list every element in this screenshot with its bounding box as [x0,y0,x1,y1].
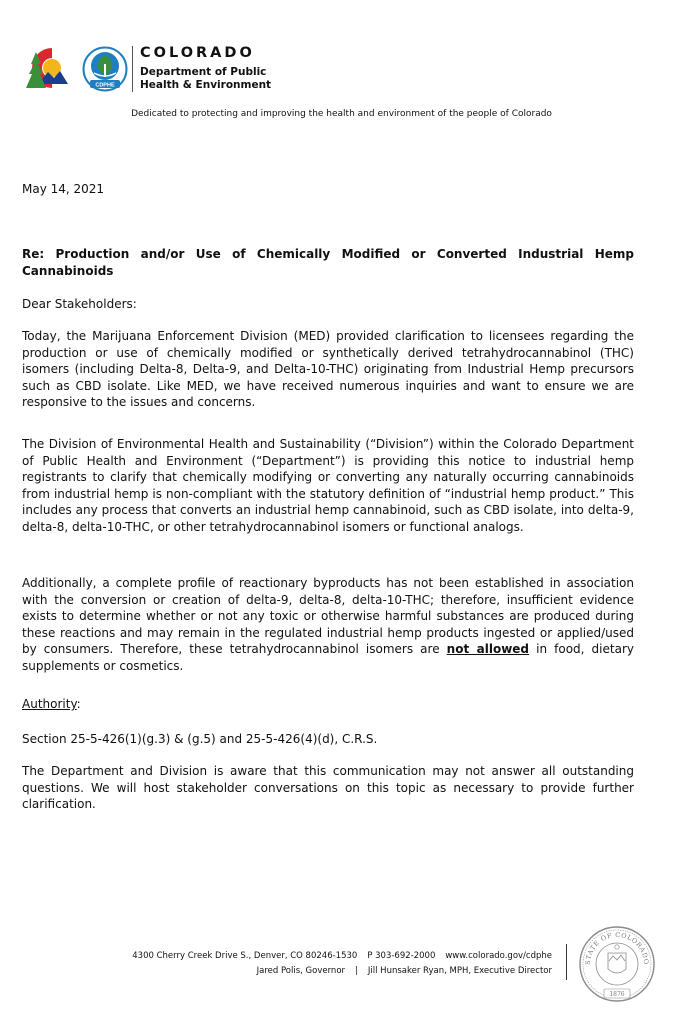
paragraph-1: Today, the Marijuana Enforcement Division (MED) provided clarification to licensees regarding the production or use of chemically modified or synthetically derived tetrahydrocannabinol (THC) isomers (including Delta-8, Delta-9, and Delta-10-THC) originating from Industrial Hemp precursors such as CBD isolate. Like MED, we have received numerous inquiries and want to ensure we are responsive to the issues and concerns. [22,329,634,409]
footer-director: Jill Hunsaker Ryan, MPH, Executive Director [367,966,552,976]
footer-website: www.colorado.gov/cdphe [445,951,552,961]
org-name: COLORADO [140,45,255,61]
cdphe-logo-text: CDPHE [95,82,115,89]
seal-text: STATE OF COLORADO [583,930,651,966]
footer-divider [566,944,567,980]
not-allowed-emphasis: not allowed [446,642,530,656]
authority-heading: Authority [22,697,77,711]
paragraph-3-start: Additionally, a complete profile of reactionary byproducts has not been established in association with the conversion or creation of delta-9, delta-8, delta-10-THC; therefore, insufficient evidence exists to determine whether or not any toxic or otherwise harmful substances are produced during these reactions and may remain in the regulated industrial hemp products ingested or applied/used by consumers. Therefore, these tetrahydrocannabinol isomers are [22,576,634,656]
footer-separator: | [355,966,358,976]
paragraph-2: The Division of Environmental Health and Sustainability (“Division”) within the Colorado Department of Public Health and Environment (“Department”) is providing this notice to industrial hemp registrants to clarify that chemically modifying or converting any naturally occurring cannabinoids from industrial hemp is non-compliant with the statutory definition of “industrial hemp product.” This includes any process that converts an industrial hemp cannabinoid, such as CBD isolate, into delta-9, delta-8, delta-10-THC, or other tetrahydrocannabinol isomers or functional analogs. [22,437,634,534]
paragraph-4: The Department and Division is aware that this communication may not answer all outstanding questions. We will host stakeholder conversations on this topic as necessary to provide further clarification. [22,764,634,811]
state-seal-icon [578,925,656,1003]
department-name-line2: Health & Environment [140,79,272,91]
paragraph-3-end: in food, dietary supplements or cosmetics. [22,642,634,673]
footer-address: 4300 Cherry Creek Drive S., Denver, CO 80246-1530 [132,951,358,961]
footer-governor: Jared Polis, Governor [256,966,346,976]
cdphe-logo-icon [82,46,128,92]
authority-citation: Section 25-5-426(1)(g.3) & (g.5) and 25-5-426(4)(d), C.R.S. [22,732,378,746]
salutation: Dear Stakeholders: [22,297,137,311]
authority-heading-wrap [22,696,634,713]
footer-contact-line [132,951,552,961]
department-name-line1: Department of Public [140,66,267,78]
paragraph-3 [22,575,634,674]
letter-date: May 14, 2021 [22,182,105,196]
letter-subject: Re: Production and/or Use of Chemically Modified or Converted Industrial Hemp Cannabinoids [22,247,634,278]
colorado-c-logo-icon [24,44,80,92]
authority-colon: : [76,697,81,711]
footer-officials-line [257,966,552,976]
header-divider [132,46,133,92]
footer-phone: P 303-692-2000 [367,951,436,961]
tagline: Dedicated to protecting and improving the health and environment of the people of Colorado [131,109,552,119]
seal-year: 1876 [609,991,625,998]
